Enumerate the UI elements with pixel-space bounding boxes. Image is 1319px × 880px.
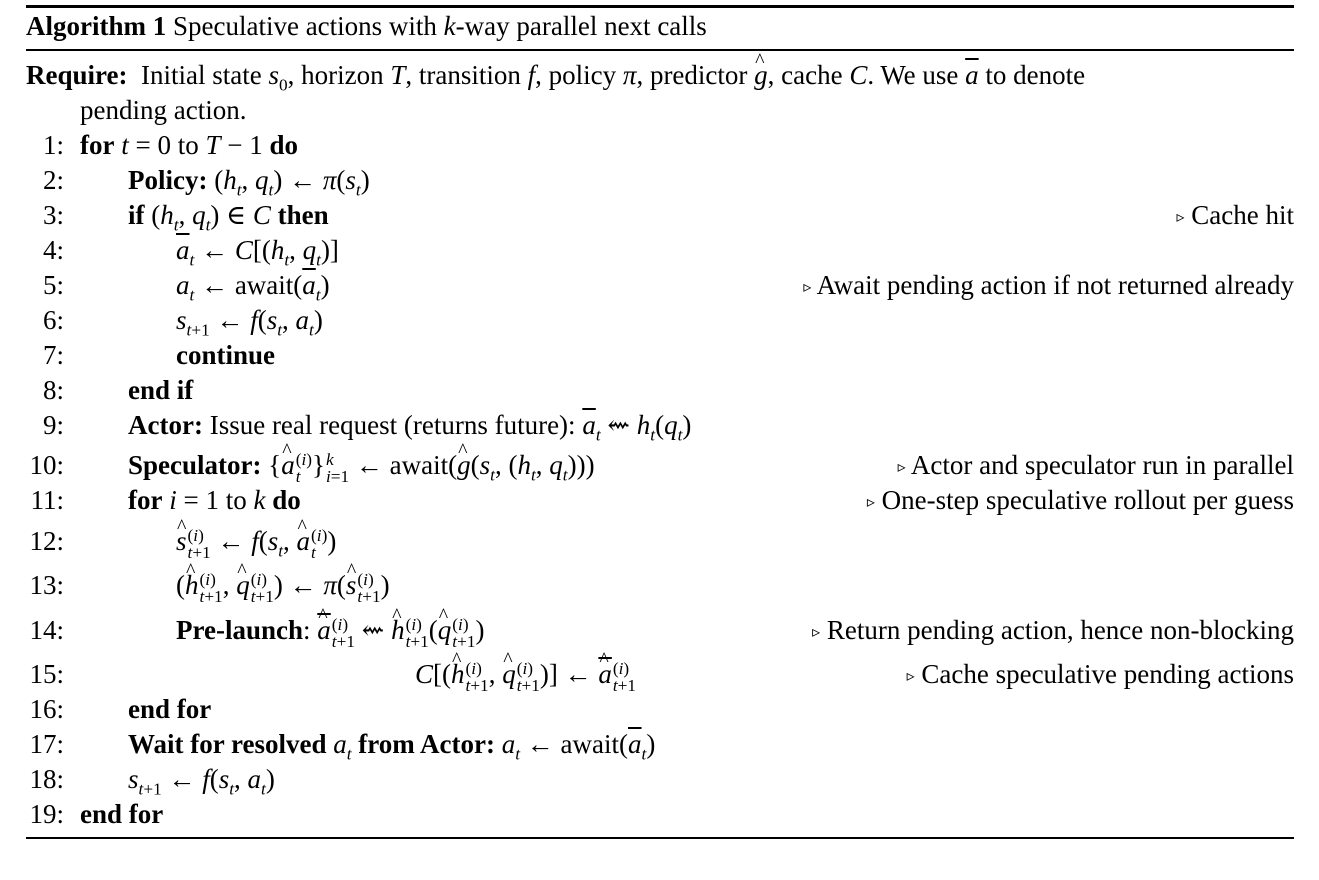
line-number: 1: bbox=[42, 130, 64, 160]
line-body: (^ h (i) t+1 , ^ q (i) t+1 ) ← π(^ s (i) t+1 ) bbox=[176, 570, 390, 605]
line-number: 12: bbox=[29, 526, 64, 556]
line-number: 15: bbox=[29, 659, 64, 689]
comment-triangle-icon: ▹ bbox=[897, 459, 906, 476]
algorithm-title: Speculative actions with k-way parallel next calls bbox=[172, 11, 707, 41]
line-number: 11: bbox=[30, 485, 64, 515]
line-number: 5: bbox=[42, 270, 64, 300]
line-body: $s_{t+1}$ ← $f(s_t$, $a_t$) bbox=[128, 764, 275, 799]
line-number: 7: bbox=[42, 340, 64, 370]
line-body: $\overline{a}_t$ ← $C[(h_t$, $q_t$)] bbox=[176, 235, 339, 270]
line-number: 10: bbox=[29, 450, 64, 480]
line-body: end for bbox=[128, 694, 212, 724]
line-body: ^ s (i) t+1 ← $f(s_t$, ^ a (i) t ) bbox=[176, 526, 336, 561]
line-number: 16: bbox=[29, 694, 64, 724]
bottom-rule bbox=[26, 837, 1294, 839]
line-body: Policy: ($h_t$, $q_t$) ← $\pi(s_t)$ bbox=[128, 165, 370, 200]
require-text: Initial state $s_0$, horizon T, transition f, policy π, predictor ^ g, cache C. We use $\overline{a}$ to denote bbox=[134, 60, 1085, 90]
require-label: Require: bbox=[26, 60, 128, 90]
line-body: continue bbox=[176, 340, 276, 370]
line-number: 8: bbox=[42, 375, 64, 405]
line-body: Pre-launch: ^ $\overline{a}$ (i) t+1 ⇜ ^ h (i) t+1 (^ q (i) t+1 ) bbox=[176, 615, 484, 650]
line-number: 18: bbox=[29, 764, 64, 794]
comment-triangle-icon: ▹ bbox=[906, 668, 915, 685]
line-number: 4: bbox=[42, 235, 64, 265]
line-body: for t = 0 to T − 1 do bbox=[80, 130, 299, 160]
comment-triangle-icon: ▹ bbox=[866, 494, 875, 511]
require-line-1 bbox=[26, 60, 1294, 95]
line-number: 13: bbox=[29, 570, 64, 600]
line-number: 2: bbox=[42, 165, 64, 195]
line-body: Actor: Issue real request (returns future): $\overline{a}_t$ ⇜ $h_t(q_t)$ bbox=[128, 410, 692, 445]
algorithm-caption bbox=[26, 11, 1294, 42]
caption-rule bbox=[26, 49, 1294, 51]
line-comment: ▹ Return pending action, hence non-blocking bbox=[812, 615, 1294, 645]
line-number: 6: bbox=[42, 305, 64, 335]
line-body: end for bbox=[80, 799, 164, 829]
line-number: 17: bbox=[29, 729, 64, 759]
line-body: $s_{t+1}$ ← $f(s_t$, $a_t$) bbox=[176, 305, 323, 340]
line-body: Speculator: {^ a (i) t } k i=1 ← await(^ $g(s_t$, ($h_t$, $q_t$))) bbox=[128, 450, 595, 485]
line-comment: ▹ Cache hit bbox=[1176, 200, 1294, 230]
comment-triangle-icon: ▹ bbox=[803, 279, 812, 296]
line-comment: ▹ Await pending action if not returned already bbox=[803, 270, 1294, 300]
line-number: 9: bbox=[42, 410, 64, 440]
line-comment: ▹ One-step speculative rollout per guess bbox=[866, 485, 1294, 515]
comment-triangle-icon: ▹ bbox=[1176, 209, 1185, 226]
algorithm-label: Algorithm 1 bbox=[26, 11, 167, 41]
line-body: for i = 1 to k do bbox=[128, 485, 301, 515]
line-body: $a_t$ ← $await(\overline{a}_t)$ bbox=[176, 270, 330, 305]
line-number: 19: bbox=[29, 799, 64, 829]
line-body: end if bbox=[128, 375, 194, 405]
line-number: 14: bbox=[29, 615, 64, 645]
comment-triangle-icon: ▹ bbox=[812, 624, 821, 641]
line-number: 3: bbox=[42, 200, 64, 230]
line-body: C[(^ h (i) t+1 , ^ q (i) t+1 )] ← ^ $\overline{a}$ (i) t+1 bbox=[415, 659, 636, 694]
line-body: Wait for resolved $a_t$ from Actor: $a_t$ ← $await(\overline{a}_t)$ bbox=[128, 729, 656, 764]
line-body: if ($h_t$, $q_t$) ∈ C then bbox=[128, 200, 329, 235]
line-comment: ▹ Cache speculative pending actions bbox=[906, 659, 1294, 689]
require-text-continued: pending action. bbox=[80, 95, 247, 125]
top-rule bbox=[26, 5, 1294, 8]
line-comment: ▹ Actor and speculator run in parallel bbox=[897, 450, 1294, 480]
